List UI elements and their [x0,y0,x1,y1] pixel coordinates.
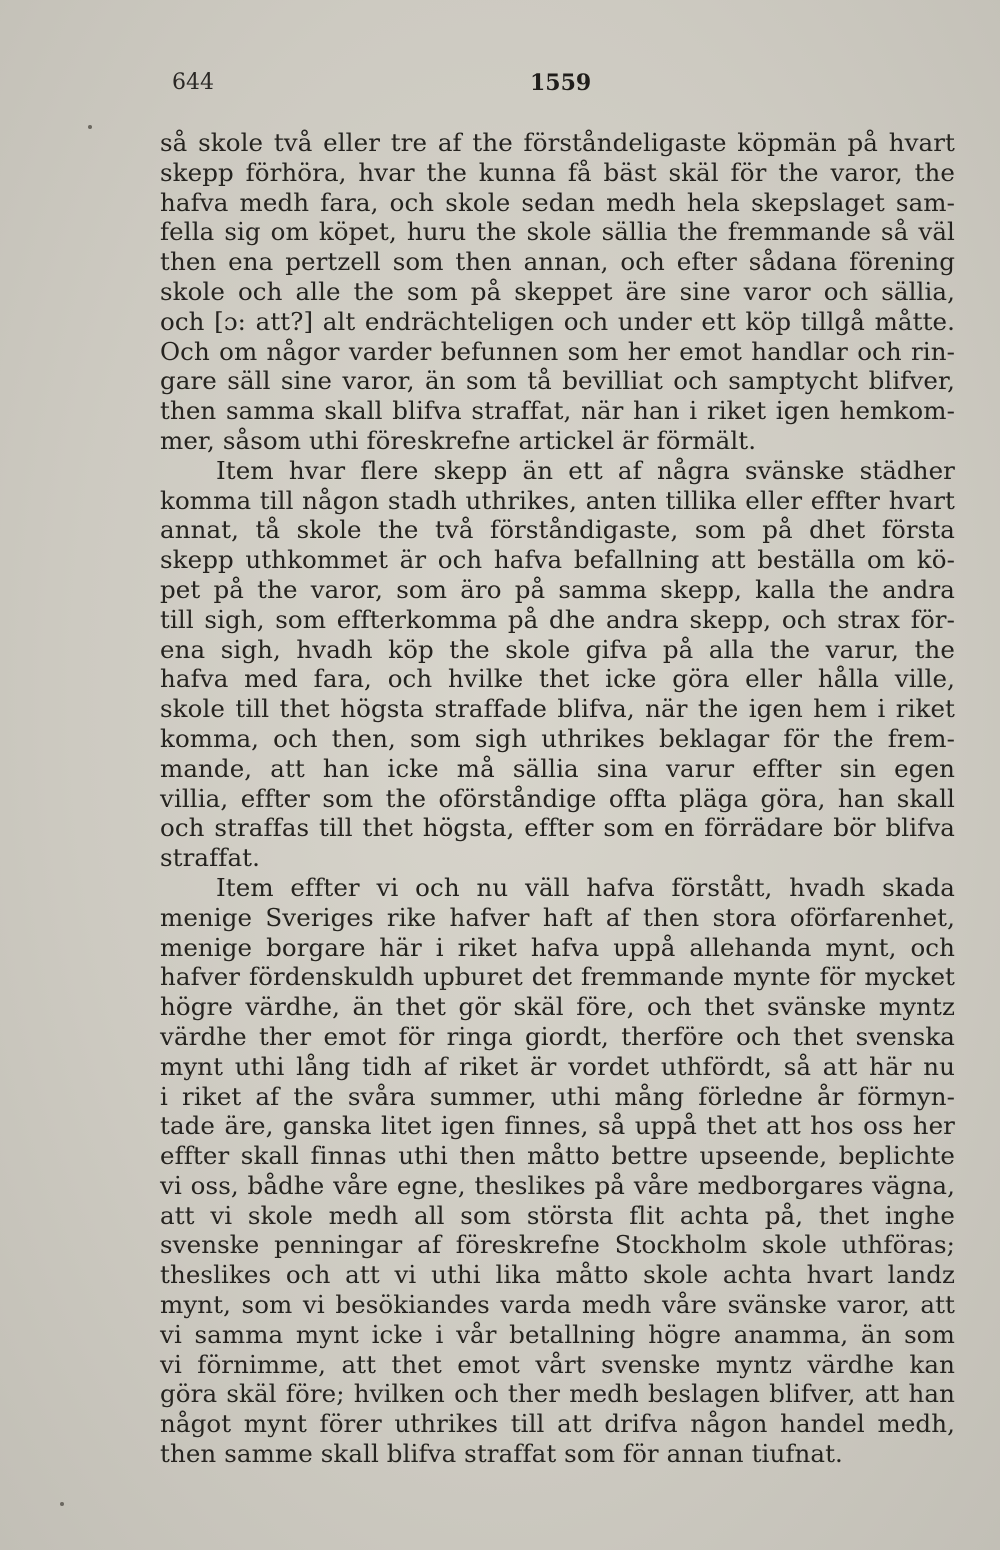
text-line: gare säll sine varor, än som tå bevilliat och samptycht blifver, [160,366,955,396]
text-line: något mynt förer uthrikes till att drifva någon handel medh, [160,1409,955,1439]
paragraph [160,873,960,1469]
text-line: göra skäl före; hvilken och ther medh beslagen blifver, att han [160,1379,955,1409]
text-line: effter skall finnas uthi then måtto bettre upseende, beplichte [160,1141,955,1171]
text-line: högre värdhe, än thet gör skäl före, och thet svänske myntz [160,992,955,1022]
text-line: mer, såsom uthi föreskrefne artickel är förmält. [160,425,757,455]
text-line: vi oss, bådhe våre egne, theslikes på våre medborgares vägna, [160,1170,955,1200]
text-line: ena sigh, hvadh köp the skole gifva på alla the varur, the [160,634,955,664]
text-line: skole och alle the som på skeppet äre sine varor och sällia, [160,276,955,306]
text-line: menige Sveriges rike hafver haft af then stora oförfarenhet, [160,902,955,932]
text-line: annat, tå skole the två förståndigaste, som på dhet första [160,515,955,545]
text-line: pet på the varor, som äro på samma skepp, kalla the andra [160,574,955,604]
text-line: menige borgare här i riket hafva uppå allehanda mynt, och [160,932,955,962]
text-line: fella sig om köpet, huru the skole sällia the fremmande så väl [160,217,955,247]
text-line: then ena pertzell som then annan, och efter sådana förening [160,247,955,277]
paragraph [160,128,960,456]
text-line: vi samma mynt icke i vår betallning högre anamma, än som [160,1319,955,1349]
body-text [160,128,960,1469]
text-line: Item hvar flere skepp än ett af några svänske städher [216,455,955,485]
text-line: skole till thet högsta straffade blifva, när the igen hem i riket [160,694,955,724]
text-line: mande, att han icke må sällia sina varur effter sin egen [160,753,955,783]
text-line: Item effter vi och nu väll hafva förstått, hvadh skada [216,872,955,902]
text-line: hafva medh fara, och skole sedan medh hela skepslaget sam- [160,187,955,217]
text-line: komma, och then, som sigh uthrikes beklagar för the frem- [160,723,955,753]
text-line: straffat. [160,843,261,873]
text-line: och [ɔ: att?] alt endrächteligen och under ett köp tillgå måtte. [160,306,955,336]
page-header [150,70,950,110]
text-line: hafver fördenskuldh upburet det fremmande mynte för mycket [160,962,955,992]
text-line: att vi skole medh all som största flit achta på, thet inghe [160,1200,955,1230]
text-line: svenske penningar af föreskrefne Stockholm skole uthföras; [160,1230,955,1260]
page-number: 644 [172,70,214,95]
text-line: skepp uthkommet är och hafva befallning att beställa om kö- [160,545,955,575]
text-line: Och om någor varder befunnen som her emot handlar och rin- [160,336,955,366]
text-line: så skole två eller tre af the förståndeligaste köpmän på hvart [160,128,955,157]
text-line: och straffas till thet högsta, effter som en förrädare bör blifva [160,813,955,843]
text-line: vi förnimme, att thet emot vårt svenske myntz värdhe kan [160,1349,955,1379]
paragraph [160,456,960,873]
print-speck [60,1502,64,1506]
text-line: mynt, som vi besökiandes varda medh våre svänske varor, att [160,1290,955,1320]
year-heading: 1559 [530,70,592,96]
text-line: then samme skall blifva straffat som för annan tiufnat. [160,1439,843,1469]
text-line: hafva med fara, och hvilke thet icke göra eller hålla ville, [160,664,955,694]
text-line: theslikes och att vi uthi lika måtto skole achta hvart landz [160,1260,955,1290]
text-line: then samma skall blifva straffat, när han i riket igen hemkom- [160,396,955,426]
text-line: till sigh, som effterkomma på dhe andra skepp, och strax för- [160,604,955,634]
text-line: värdhe ther emot för ringa giordt, therföre och thet svenska [160,1021,955,1051]
text-line: villia, effter som the oförståndige offta pläga göra, han skall [160,783,955,813]
print-speck [88,125,92,129]
text-line: komma till någon stadh uthrikes, anten tillika eller effter hvart [160,485,955,515]
text-line: i riket af the svåra summer, uthi mång förledne år förmyn- [160,1081,955,1111]
text-line: mynt uthi lång tidh af riket är vordet uthfördt, så att här nu [160,1051,955,1081]
text-line: tade äre, ganska litet igen finnes, så uppå thet att hos oss her [160,1111,955,1141]
text-line: skepp förhöra, hvar the kunna få bäst skäl för the varor, the [160,157,955,187]
